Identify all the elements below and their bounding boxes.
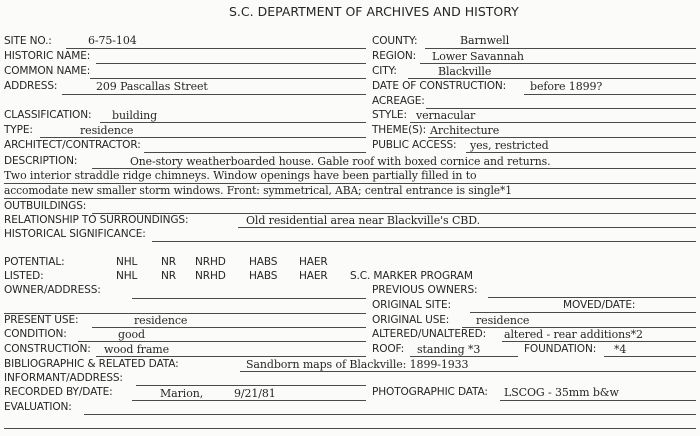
- county-line: [425, 48, 696, 49]
- common-name-label: COMMON NAME:: [4, 64, 91, 77]
- classification-line: [100, 122, 366, 123]
- acreage-label: ACREAGE:: [372, 94, 425, 107]
- informant-label: INFORMANT/ADDRESS:: [4, 371, 123, 384]
- common-name-line: [90, 78, 366, 79]
- altered-value: altered - rear additions*2: [504, 328, 643, 341]
- city-label: CITY:: [372, 64, 397, 77]
- description-line-1: One-story weatherboarded house. Gable roof with boxed cornice and returns.: [130, 155, 551, 168]
- condition-label: CONDITION:: [4, 327, 67, 340]
- roof-label: ROOF:: [372, 342, 405, 355]
- county-value: Barnwell: [460, 34, 510, 47]
- roof-value: standing *3: [417, 343, 481, 356]
- public-access-line: [466, 152, 696, 153]
- marker-program-label: S.C. MARKER PROGRAM: [350, 269, 473, 282]
- date-of-construction-label: DATE OF CONSTRUCTION:: [372, 79, 507, 92]
- date-of-construction-value: before 1899?: [530, 80, 603, 93]
- listed-haer: HAER: [299, 269, 328, 282]
- potential-haer: HAER: [299, 255, 328, 268]
- city-value: Blackville: [438, 65, 492, 78]
- condition-line: [78, 341, 366, 342]
- county-label: COUNTY:: [372, 34, 418, 47]
- address-value: 209 Pascallas Street: [96, 80, 208, 93]
- architect-label: ARCHITECT/CONTRACTOR:: [4, 138, 141, 151]
- photographic-line: [500, 400, 696, 401]
- original-site-label: ORIGINAL SITE:: [372, 298, 451, 311]
- bibliographic-line: [240, 371, 696, 372]
- original-use-value: residence: [476, 314, 530, 327]
- surroundings-label: RELATIONSHIP TO SURROUNDINGS:: [4, 213, 189, 226]
- date-of-construction-line: [524, 94, 696, 95]
- previous-owners-label: PREVIOUS OWNERS:: [372, 283, 478, 296]
- present-use-label: PRESENT USE:: [4, 313, 79, 326]
- architect-line: [144, 152, 366, 153]
- style-value: vernacular: [416, 109, 476, 122]
- listed-nhl: NHL: [116, 269, 138, 282]
- recorded-name: Marion,: [160, 387, 204, 400]
- recorded-label: RECORDED BY/DATE:: [4, 385, 113, 398]
- listed-habs: HABS: [249, 269, 278, 282]
- public-access-value: yes, restricted: [470, 139, 549, 152]
- foundation-line: [604, 356, 696, 357]
- type-value: residence: [80, 124, 134, 137]
- potential-habs: HABS: [249, 255, 278, 268]
- present-use-value: residence: [134, 314, 188, 327]
- bibliographic-label: BIBLIOGRAPHIC & RELATED DATA:: [4, 357, 179, 370]
- construction-value: wood frame: [104, 343, 170, 356]
- region-value: Lower Savannah: [432, 50, 524, 63]
- region-line: [420, 63, 696, 64]
- listed-label: LISTED:: [4, 269, 44, 282]
- site-no-label: SITE NO.:: [4, 34, 52, 47]
- type-label: TYPE:: [4, 123, 33, 136]
- foundation-label: FOUNDATION:: [524, 342, 597, 355]
- condition-value: good: [118, 328, 145, 341]
- altered-label: ALTERED/UNALTERED:: [372, 327, 486, 340]
- owner-address-line: [132, 298, 366, 299]
- photographic-value: LSCOG - 35mm b&w: [504, 386, 619, 399]
- form-title: S.C. DEPARTMENT OF ARCHIVES AND HISTORY: [229, 4, 519, 19]
- listed-nrhd: NRHD: [195, 269, 226, 282]
- evaluation-line: [84, 414, 696, 415]
- themes-value: Architecture: [430, 124, 500, 137]
- roof-line: [410, 356, 518, 357]
- evaluation-label: EVALUATION:: [4, 400, 72, 413]
- evaluation-line-2: [4, 428, 696, 429]
- address-line: [62, 94, 366, 95]
- site-no-line: [66, 48, 366, 49]
- historic-name-label: HISTORIC NAME:: [4, 49, 91, 62]
- themes-label: THEME(S):: [372, 123, 427, 136]
- original-use-label: ORIGINAL USE:: [372, 313, 450, 326]
- themes-line: [428, 137, 696, 138]
- photographic-label: PHOTOGRAPHIC DATA:: [372, 385, 488, 398]
- classification-label: CLASSIFICATION:: [4, 108, 92, 121]
- recorded-line: [132, 400, 366, 401]
- description-line-2: Two interior straddle ridge chimneys. Window openings have been partially filled in to: [4, 169, 477, 182]
- significance-label: HISTORICAL SIGNIFICANCE:: [4, 227, 146, 240]
- style-label: STYLE:: [372, 108, 407, 121]
- potential-nr: NR: [161, 255, 176, 268]
- listed-nr: NR: [161, 269, 176, 282]
- description-rule-3: [4, 198, 696, 199]
- bibliographic-value: Sandborn maps of Blackville: 1899-1933: [246, 358, 469, 371]
- address-label: ADDRESS:: [4, 79, 58, 92]
- potential-nhl: NHL: [116, 255, 138, 268]
- historic-name-line: [96, 63, 366, 64]
- style-line: [410, 122, 696, 123]
- potential-nrhd: NRHD: [195, 255, 226, 268]
- construction-label: CONSTRUCTION:: [4, 342, 91, 355]
- moved-date-label: MOVED/DATE:: [563, 298, 636, 311]
- public-access-label: PUBLIC ACCESS:: [372, 138, 457, 151]
- foundation-value: *4: [614, 343, 627, 356]
- significance-line: [152, 241, 696, 242]
- informant-line: [136, 385, 366, 386]
- description-label: DESCRIPTION:: [4, 154, 78, 167]
- classification-value: building: [112, 109, 158, 122]
- recorded-date: 9/21/81: [234, 387, 276, 400]
- original-site-line: [470, 312, 696, 313]
- description-line-3: accomodate new smaller storm windows. Front: symmetrical, ABA; central entrance is single*1: [4, 184, 512, 197]
- region-label: REGION:: [372, 49, 417, 62]
- owner-address-label: OWNER/ADDRESS:: [4, 283, 101, 296]
- potential-label: POTENTIAL:: [4, 255, 65, 268]
- site-no-value: 6-75-104: [88, 34, 137, 47]
- surroundings-line: [238, 227, 696, 228]
- surroundings-value: Old residential area near Blackville's CBD.: [246, 214, 480, 227]
- outbuildings-label: OUTBUILDINGS:: [4, 199, 87, 212]
